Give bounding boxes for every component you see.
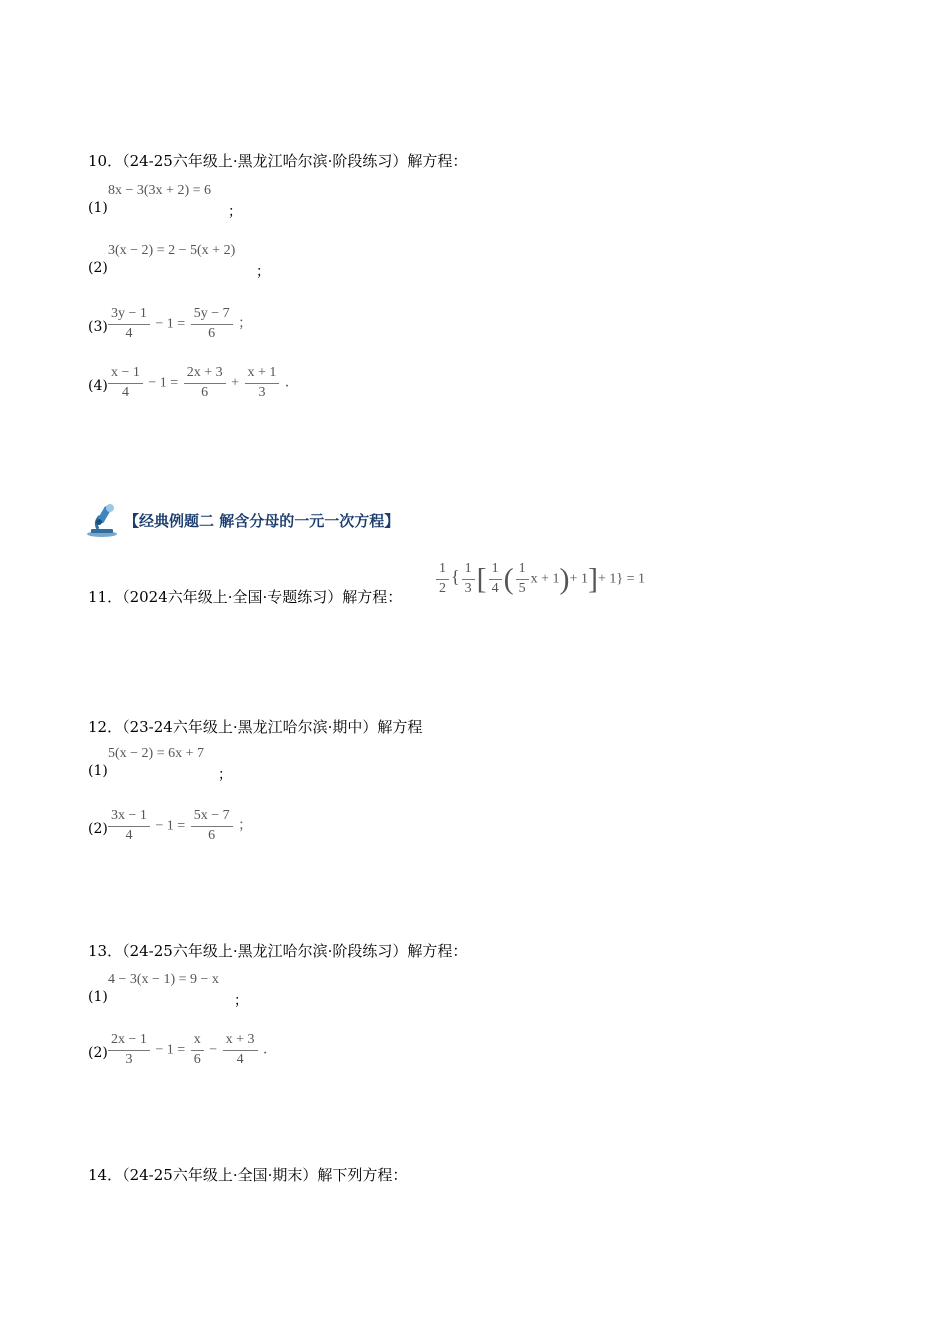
equation: 8x − 3(3x + 2) = 6 <box>108 183 212 198</box>
microscope-icon <box>86 502 122 538</box>
fraction: $\frac{x - 1}{4}$ <box>108 364 143 403</box>
fraction: $\frac{x + 1}{3}$ <box>245 364 280 403</box>
fraction: $\frac{3y - 1}{4}$ <box>108 305 150 344</box>
fraction: $\frac{5y - 7}{6}$ <box>191 305 233 344</box>
fraction: $\frac{3x - 1}{4}$ <box>108 807 150 846</box>
fraction: $\frac{1}{3}$ <box>462 560 475 599</box>
punctuation: ； <box>256 264 270 280</box>
equation: $\frac{3y - 1}{4}$ − 1 = $\frac{5y - 7}{6}$ ； <box>106 305 252 344</box>
equation: $\frac{3x - 1}{4}$ − 1 = $\frac{5x - 7}{6}$ ； <box>106 807 252 846</box>
equation: 4 − 3(x − 1) = 9 − x <box>108 972 219 987</box>
equation: $\frac{2x - 1}{3}$ − 1 = $\frac{x}{6}$ − $\frac{x + 3}{4}$ ． <box>106 1031 277 1070</box>
fraction: $\frac{x}{6}$ <box>191 1031 204 1070</box>
equation: 3(x − 2) = 2 − 5(x + 2) <box>108 243 236 258</box>
part-label: (2) <box>88 1045 108 1061</box>
question-12-stem: 12．（23-24六年级上·黑龙江哈尔滨·期中）解方程 <box>88 718 423 736</box>
punctuation: ； <box>234 993 248 1009</box>
q11-equation: $\frac{1}{2}$ { $\frac{1}{3}$ [ $\frac{1}{4}$ ( $\frac{1}{5}$ x + 1)+ 1]+ 1} = 1 <box>434 560 645 599</box>
part-label: (2) <box>88 260 108 276</box>
fraction: $\frac{x + 3}{4}$ <box>223 1031 258 1070</box>
part-label: (1) <box>88 200 108 216</box>
fraction: $\frac{2x + 3}{6}$ <box>184 364 226 403</box>
equation: 5(x − 2) = 6x + 7 <box>108 746 205 761</box>
part-label: (4) <box>88 378 108 394</box>
section-title: 【经典例题二 解含分母的一元一次方程】 <box>124 511 400 530</box>
part-label: (3) <box>88 319 108 335</box>
part-label: (2) <box>88 821 108 837</box>
question-13-stem: 13．（24-25六年级上·黑龙江哈尔滨·阶段练习）解方程： <box>88 942 468 960</box>
question-14-stem: 14．（24-25六年级上·全国·期末）解下列方程： <box>88 1166 408 1184</box>
punctuation: ； <box>228 204 242 220</box>
fraction: $\frac{2x - 1}{3}$ <box>108 1031 150 1070</box>
part-label: (1) <box>88 763 108 779</box>
question-11-stem: 11．（2024六年级上·全国·专题练习）解方程： <box>88 588 403 606</box>
section-heading <box>86 500 399 540</box>
fraction: $\frac{1}{2}$ <box>436 560 449 599</box>
fraction: $\frac{1}{5}$ <box>516 560 529 599</box>
equation: $\frac{x - 1}{4}$ − 1 = $\frac{2x + 3}{6}$ + $\frac{x + 1}{3}$ ． <box>106 364 299 403</box>
punctuation: ； <box>218 767 232 783</box>
part-label: (1) <box>88 989 108 1005</box>
fraction: $\frac{5x - 7}{6}$ <box>191 807 233 846</box>
question-10-stem: 10．（24-25六年级上·黑龙江哈尔滨·阶段练习）解方程： <box>88 152 468 170</box>
fraction: $\frac{1}{4}$ <box>489 560 502 599</box>
